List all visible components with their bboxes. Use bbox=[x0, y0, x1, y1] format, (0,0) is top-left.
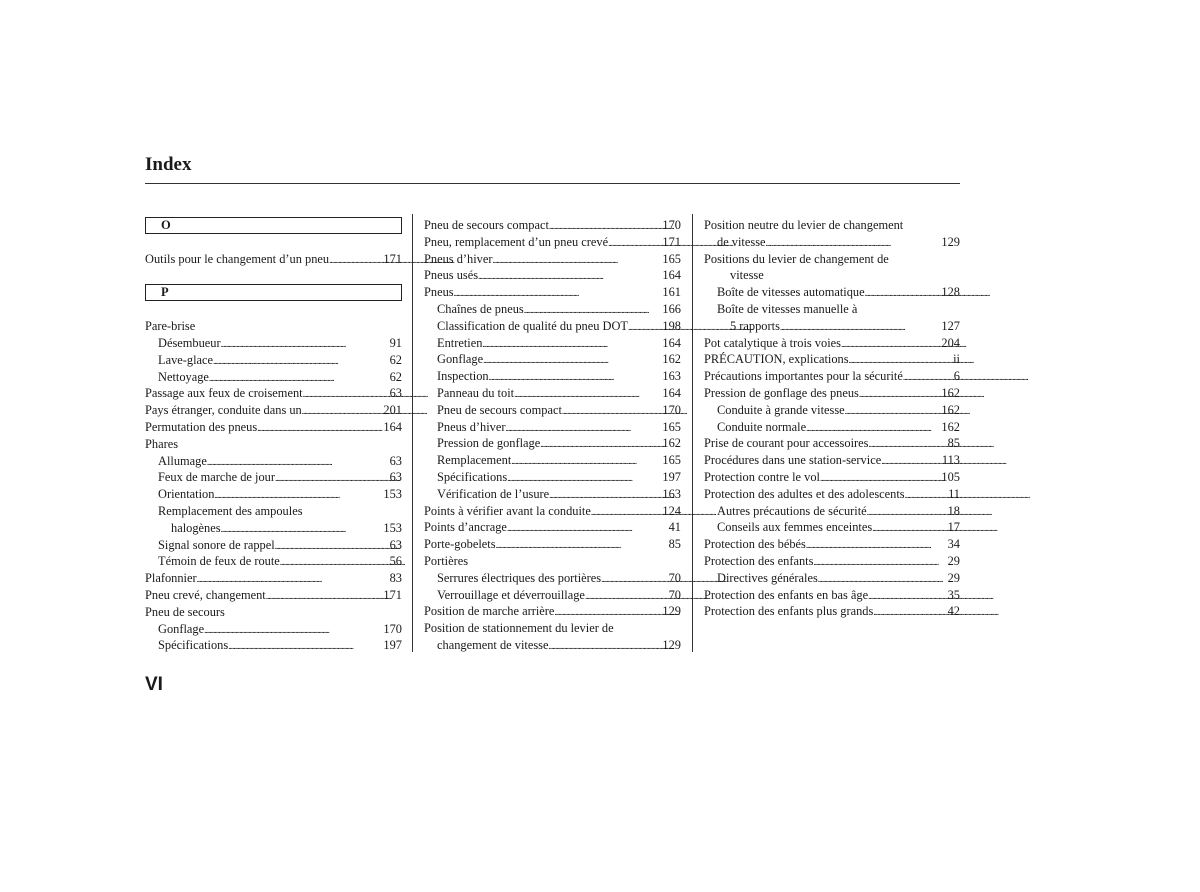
index-entry: Pot catalytique à trois voies . . . 204 bbox=[704, 335, 960, 352]
index-subentry: Nettoyage . . . 62 bbox=[145, 369, 402, 386]
index-subentry: Panneau du toit . . . 164 bbox=[424, 385, 681, 402]
index-entry: Protection des enfants . . . 29 bbox=[704, 553, 960, 570]
index-entry: Protection des enfants en bas âge . . . 35 bbox=[704, 587, 960, 604]
index-entry: Position neutre du levier de changement bbox=[704, 218, 904, 232]
index-subentry: 5 rapports . . . 127 bbox=[704, 318, 960, 335]
index-subentry: Allumage . . . 63 bbox=[145, 453, 402, 470]
index-entry: Phares bbox=[145, 436, 179, 451]
letter-header-o: O bbox=[145, 217, 402, 234]
index-column-3 bbox=[704, 217, 960, 620]
index-subentry: Spécifications . . . 197 bbox=[424, 469, 681, 486]
index-column-1 bbox=[145, 217, 402, 654]
index-entry: Plafonnier . . . 83 bbox=[145, 570, 402, 587]
index-entry: Pneus d’hiver . . . 165 bbox=[424, 251, 681, 268]
index-subentry: Verrouillage et déverrouillage . . . 70 bbox=[424, 587, 681, 604]
index-entry: Pneu de secours bbox=[145, 604, 225, 619]
index-entry: Pays étranger, conduite dans un . . . 201 bbox=[145, 402, 402, 419]
index-subentry: Autres précautions de sécurité . . . 18 bbox=[704, 503, 960, 520]
index-entry: Protection des adultes et des adolescents . . . 11 bbox=[704, 486, 960, 503]
index-entry: Pneu crevé, changement . . . 171 bbox=[145, 587, 402, 604]
index-subentry: Pression de gonflage . . . 162 bbox=[424, 435, 681, 452]
index-subentry: changement de vitesse . . . 129 bbox=[424, 637, 681, 654]
index-subentry: Pneu de secours compact . . . 170 bbox=[424, 402, 681, 419]
index-subentry: halogènes . . . 153 bbox=[145, 520, 402, 537]
index-entry: Outils pour le changement d’un pneu . . . 171 bbox=[145, 251, 402, 268]
index-entry: Position de marche arrière . . . 129 bbox=[424, 603, 681, 620]
index-entry: Pare-brise bbox=[145, 319, 196, 334]
index-entry: Protection des bébés . . . 34 bbox=[704, 536, 960, 553]
index-subentry: Gonflage . . . 162 bbox=[424, 351, 681, 368]
column-divider bbox=[412, 214, 413, 652]
index-subentry: Entretien . . . 164 bbox=[424, 335, 681, 352]
index-entry: Positions du levier de changement de bbox=[704, 251, 889, 266]
index-subentry: Classification de qualité du pneu DOT . . . 198 bbox=[424, 318, 681, 335]
index-entry: Pneus . . . 161 bbox=[424, 284, 681, 301]
index-entry: Portières bbox=[424, 553, 469, 568]
index-entry: Pneus usés . . . 164 bbox=[424, 267, 681, 284]
index-subentry: vitesse bbox=[730, 268, 764, 283]
index-subentry: Boîte de vitesses manuelle à bbox=[717, 301, 858, 316]
index-subentry: Boîte de vitesses automatique . . . 128 bbox=[704, 284, 960, 301]
page-title: Index bbox=[145, 154, 192, 175]
index-subentry: Conseils aux femmes enceintes . . . 17 bbox=[704, 519, 960, 536]
index-entry: Prise de courant pour accessoires . . . 85 bbox=[704, 435, 960, 452]
column-divider bbox=[692, 214, 693, 652]
index-entry: Pneu de secours compact . . . 170 bbox=[424, 217, 681, 234]
index-subentry: Conduite à grande vitesse . . . 162 bbox=[704, 402, 960, 419]
index-subentry: Feux de marche de jour . . . 63 bbox=[145, 469, 402, 486]
index-subentry: Spécifications . . . 197 bbox=[145, 637, 402, 654]
index-subentry: Lave-glace . . . 62 bbox=[145, 352, 402, 369]
index-subentry: Désembueur . . . 91 bbox=[145, 335, 402, 352]
index-subentry: Serrures électriques des portières . . . 70 bbox=[424, 570, 681, 587]
index-subentry: Orientation . . . 153 bbox=[145, 486, 402, 503]
index-subentry: Remplacement . . . 165 bbox=[424, 452, 681, 469]
index-subentry: Signal sonore de rappel . . . 63 bbox=[145, 537, 402, 554]
index-entry: Procédures dans une station-service . . . 113 bbox=[704, 452, 960, 469]
index-entry: Pression de gonflage des pneus . . . 162 bbox=[704, 385, 960, 402]
index-subentry: de vitesse . . . 129 bbox=[704, 234, 960, 251]
index-entry: PRÉCAUTION, explications . . . ii bbox=[704, 351, 960, 368]
index-entry: Protection contre le vol . . . 105 bbox=[704, 469, 960, 486]
index-subentry: Vérification de l’usure . . . 163 bbox=[424, 486, 681, 503]
index-column-2 bbox=[424, 217, 681, 654]
index-subentry: Pneus d’hiver . . . 165 bbox=[424, 419, 681, 436]
index-entry: Porte-gobelets . . . 85 bbox=[424, 536, 681, 553]
index-subentry: Témoin de feux de route . . . 56 bbox=[145, 553, 402, 570]
index-subentry: Conduite normale . . . 162 bbox=[704, 419, 960, 436]
index-subentry: Directives générales . . . 29 bbox=[704, 570, 960, 587]
index-entry: Permutation des pneus . . . 164 bbox=[145, 419, 402, 436]
index-entry: Points d’ancrage . . . 41 bbox=[424, 519, 681, 536]
page-number: VI bbox=[145, 674, 163, 695]
title-rule bbox=[145, 183, 960, 184]
index-entry: Pneu, remplacement d’un pneu crevé . . . 171 bbox=[424, 234, 681, 251]
index-subentry: Chaînes de pneus . . . 166 bbox=[424, 301, 681, 318]
index-entry: Précautions importantes pour la sécurité . . . 6 bbox=[704, 368, 960, 385]
index-entry: Position de stationnement du levier de bbox=[424, 621, 614, 636]
index-subentry: Inspection . . . 163 bbox=[424, 368, 681, 385]
index-subentry: Gonflage . . . 170 bbox=[145, 621, 402, 638]
index-subentry: Remplacement des ampoules bbox=[158, 503, 303, 518]
index-entry: Points à vérifier avant la conduite . . . 124 bbox=[424, 503, 681, 520]
index-entry: Protection des enfants plus grands . . . 42 bbox=[704, 603, 960, 620]
letter-header-p: P bbox=[145, 284, 402, 301]
index-entry: Passage aux feux de croisement . . . 63 bbox=[145, 385, 402, 402]
